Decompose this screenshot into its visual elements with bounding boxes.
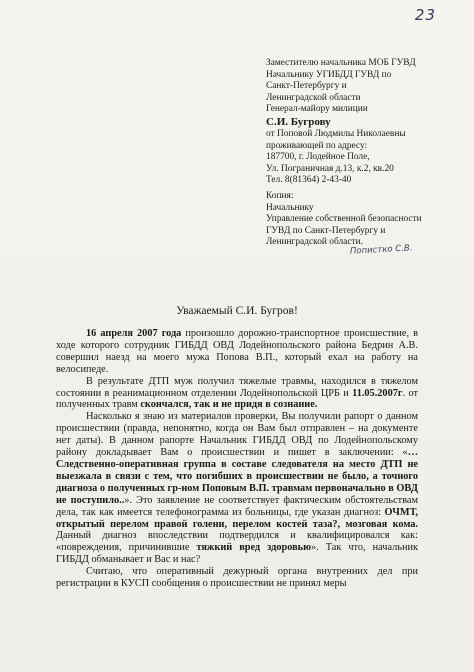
recipient-name: С.И. Бугрову [266, 115, 331, 128]
emphasized-text: тяжкий вред здоровью [196, 542, 311, 554]
copy-line: ГУВД по Санкт-Петербургу и [266, 225, 386, 236]
recipient-line: Санкт-Петербургу и [266, 81, 347, 92]
body-text: В результате ДТП муж получил тяжелые травмы, находился в тяжелом состоянии в реанимационном отделении Лодейнопольской ЦРБ и [56, 375, 418, 399]
body-paragraph [56, 328, 418, 376]
sender-line: 187700, г. Лодейное Поле, [266, 152, 370, 163]
recipient-block [266, 58, 466, 187]
recipient-line: Генерал-майору милиции [266, 104, 368, 115]
copy-block [266, 191, 466, 249]
body-text: ». Так что, начальник ГИБДД обманывает и Вас и нас? [56, 542, 418, 566]
body-paragraph [56, 411, 418, 566]
sender-line: Тел. 8(81364) 2-43-40 [266, 175, 352, 186]
greeting: Уважаемый С.И. Бугров! [176, 305, 298, 317]
emphasized-text: …Следственно-оперативная группа в составе следователя на место ДТП не выезжала в связи с тем, что погибших в происшествии не было, а точного диагноза о полученных гр-ном Поповым В.П. травмам первоначально в ОВД не поступило.. [56, 447, 418, 506]
recipient-line: Начальнику УГИБДД ГУВД по [266, 69, 392, 80]
copy-line: Копия: [266, 191, 294, 201]
sender-line: проживающей по адресу: [266, 140, 368, 151]
recipient-line: Заместителю начальника МОБ ГУВД [266, 58, 416, 68]
body-text: Данный диагноз впоследствии подтвердился и квалифицировался как: «повреждения, причинившие [56, 530, 418, 554]
copy-line: Ленинградской области. [266, 237, 363, 248]
emphasized-text: ОЧМТ, открытый перелом правой голени, перелом костей таза?, мозговая кома. [56, 506, 418, 530]
copy-line: Управление собственной безопасности [266, 214, 422, 225]
handwritten-page-number: 23 [414, 6, 436, 24]
handwritten-note: Попистко С.В. [349, 243, 413, 257]
copy-line: Начальнику [266, 202, 314, 213]
body-text: произошло дорожно-транспортное происшествие, в ходе которого сотрудник ГИБДД ОВД Лодейнопольского района Бедрин А.В. совершил наезд на моего мужа Попова В.П., который ехал на работу на велосипеде. [56, 328, 418, 375]
body-text: Считаю, что оперативный дежурный органа внутренних дел при регистрации в КУСП сообщения о происшествии не принял меры [56, 566, 418, 590]
sender-line: Ул. Пограничная д.13, к.2, кв.20 [266, 163, 394, 174]
recipient-line: Ленинградской области [266, 92, 361, 103]
body-text: ». Это заявление не соответствует фактическим обстоятельствам дела, так как имеется телефонограмма из больницы, где указан диагноз: [56, 494, 418, 518]
emphasized-text: 11.05.2007г [352, 387, 403, 399]
letter-body [56, 328, 418, 590]
emphasized-text: 16 апреля 2007 года [86, 328, 182, 339]
sender-line: от Поповой Людмилы Николаевны [266, 128, 406, 139]
emphasized-text: скончался, так и не придя в сознание. [140, 399, 318, 411]
body-text: Насколько я знаю из материалов проверки, Вы получили рапорт о данном происшествии (правда, непонятно, когда он Вам был отправлен – на документе нет даты). В данном рапорте Начальник ГИБДД ОВД по Лодейнопольскому району докладывает Вам о происшествии и пишет в заключении: « [56, 411, 418, 459]
body-text: . от полученных травм [56, 387, 418, 411]
body-paragraph [56, 376, 418, 412]
body-paragraph [56, 566, 418, 590]
